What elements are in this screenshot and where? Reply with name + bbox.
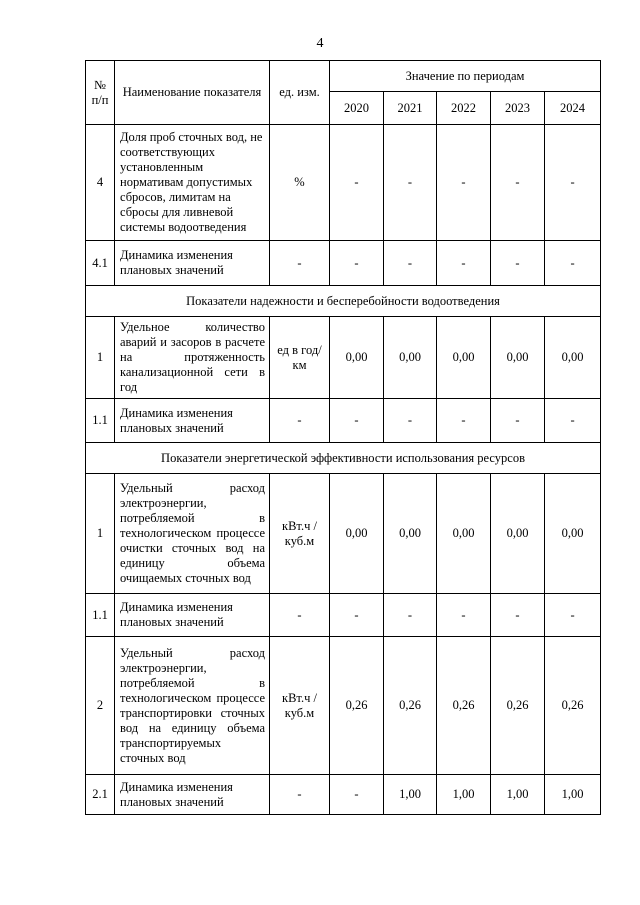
row-value: -: [437, 125, 491, 241]
row-name: Удельный расход электроэнергии, потребляемой в технологическом процессе транспортировки сточных вод на единицу объема транспортируемых сточных вод: [115, 637, 270, 775]
row-value: 0,00: [384, 474, 437, 594]
row-value: -: [545, 241, 601, 286]
header-year: 2020: [330, 92, 384, 125]
row-unit: ед в год/ км: [270, 317, 330, 399]
row-value: -: [330, 594, 384, 637]
row-value: -: [545, 399, 601, 443]
table-row: [86, 775, 601, 815]
section-title: Показатели надежности и бесперебойности водоотведения: [86, 286, 601, 317]
row-num: 1.1: [86, 594, 115, 637]
row-unit: -: [270, 594, 330, 637]
header-values-group: Значение по периодам: [330, 61, 601, 92]
table-row: [86, 637, 601, 775]
row-value: -: [545, 594, 601, 637]
table-row: [86, 241, 601, 286]
row-name: Динамика изменения плановых значений: [115, 241, 270, 286]
row-value: -: [330, 241, 384, 286]
row-num: 1: [86, 474, 115, 594]
header-year: 2021: [384, 92, 437, 125]
row-value: -: [545, 125, 601, 241]
row-name: Удельное количество аварий и засоров в расчете на протяженность канализационной сети в год: [115, 317, 270, 399]
table-row: [86, 125, 601, 241]
table-row: [86, 399, 601, 443]
row-value: 0,00: [384, 317, 437, 399]
table-row: [86, 594, 601, 637]
row-value: 0,26: [437, 637, 491, 775]
row-value: -: [491, 241, 545, 286]
table-row: [86, 474, 601, 594]
table-row: [86, 317, 601, 399]
row-value: 0,00: [491, 474, 545, 594]
row-name: Динамика изменения плановых значений: [115, 399, 270, 443]
section-title: Показатели энергетической эффективности использования ресурсов: [86, 443, 601, 474]
row-name: Динамика изменения плановых значений: [115, 594, 270, 637]
row-num: 1.1: [86, 399, 115, 443]
row-unit: -: [270, 241, 330, 286]
row-value: -: [491, 594, 545, 637]
row-value: 0,00: [491, 317, 545, 399]
row-name: Удельный расход электроэнергии, потребляемой в технологическом процессе очистки сточных вод на единицу объема очищаемых сточных вод: [115, 474, 270, 594]
row-value: 0,00: [330, 317, 384, 399]
header-unit: ед. изм.: [270, 61, 330, 125]
header-year: 2024: [545, 92, 601, 125]
row-value: -: [437, 241, 491, 286]
row-value: -: [437, 594, 491, 637]
row-num: 1: [86, 317, 115, 399]
row-num: 2.1: [86, 775, 115, 815]
header-name: Наименование показателя: [115, 61, 270, 125]
row-value: 0,00: [437, 474, 491, 594]
row-unit: кВт.ч / куб.м: [270, 637, 330, 775]
row-value: -: [384, 594, 437, 637]
row-value: 0,00: [545, 474, 601, 594]
section-row: [86, 443, 601, 474]
row-name: Динамика изменения плановых значений: [115, 775, 270, 815]
row-value: -: [491, 125, 545, 241]
row-unit: -: [270, 399, 330, 443]
row-value: -: [330, 125, 384, 241]
row-value: 0,26: [545, 637, 601, 775]
row-value: 1,00: [491, 775, 545, 815]
row-value: 0,00: [437, 317, 491, 399]
indicators-table: [85, 60, 601, 815]
row-num: 4: [86, 125, 115, 241]
row-value: 0,00: [545, 317, 601, 399]
row-value: -: [384, 125, 437, 241]
row-value: 0,26: [384, 637, 437, 775]
row-value: -: [437, 399, 491, 443]
header-year: 2022: [437, 92, 491, 125]
row-value: 1,00: [545, 775, 601, 815]
header-num: № п/п: [86, 61, 115, 125]
section-row: [86, 286, 601, 317]
row-value: -: [384, 399, 437, 443]
row-value: 0,26: [330, 637, 384, 775]
row-value: -: [330, 775, 384, 815]
row-value: 1,00: [437, 775, 491, 815]
row-value: 0,00: [330, 474, 384, 594]
row-unit: %: [270, 125, 330, 241]
row-unit: кВт.ч / куб.м: [270, 474, 330, 594]
row-num: 2: [86, 637, 115, 775]
row-value: 0,26: [491, 637, 545, 775]
row-value: -: [491, 399, 545, 443]
row-unit: -: [270, 775, 330, 815]
row-num: 4.1: [86, 241, 115, 286]
header-year: 2023: [491, 92, 545, 125]
row-value: 1,00: [384, 775, 437, 815]
row-value: -: [330, 399, 384, 443]
row-value: -: [384, 241, 437, 286]
page-number: 4: [316, 36, 324, 51]
row-name: Доля проб сточных вод, не соответствующих установленным нормативам допустимых сбросов, лимитам на сбросы для ливневой системы водоотведения: [115, 125, 270, 241]
